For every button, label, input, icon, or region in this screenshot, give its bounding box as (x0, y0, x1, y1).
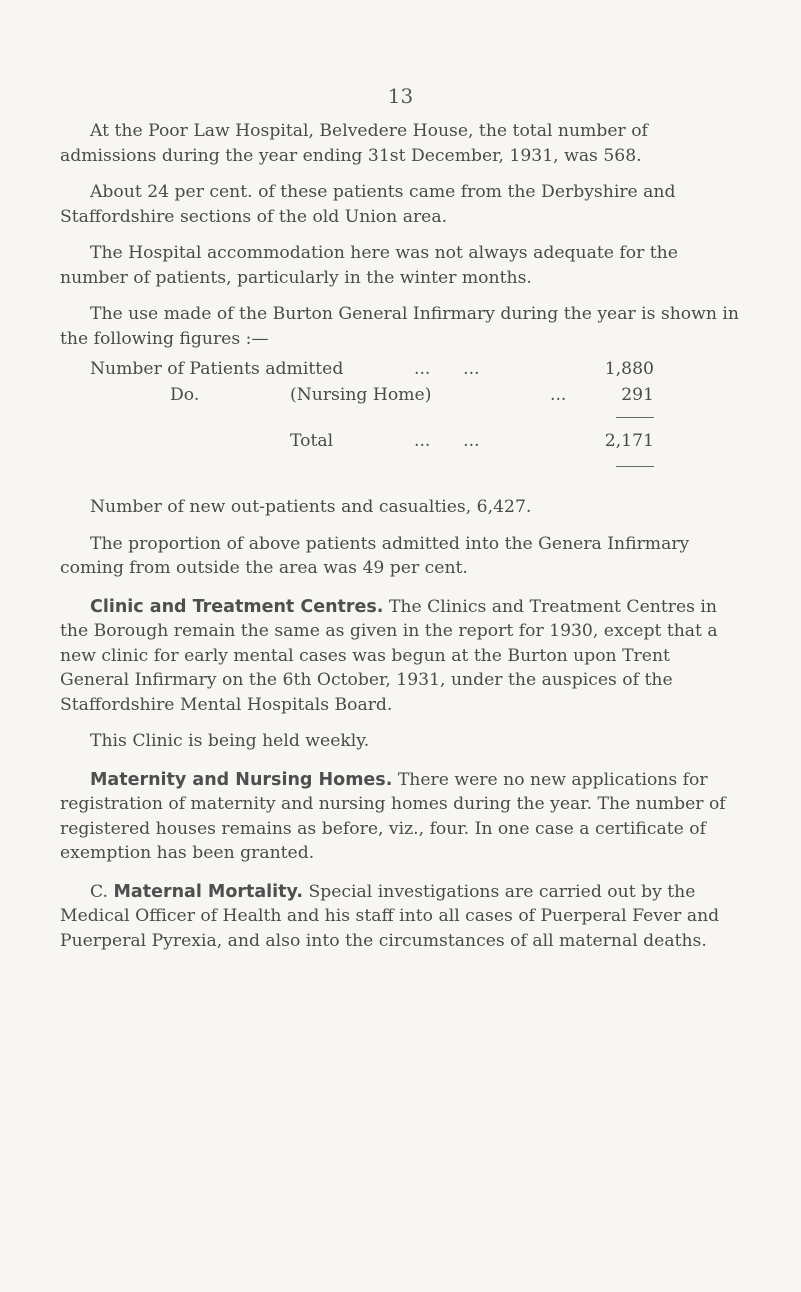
figure-row-admitted (60, 357, 740, 381)
paragraph-clinic-weekly: This Clinic is being held weekly. (90, 731, 370, 751)
figure-value-admitted: 1,880 (604, 359, 654, 379)
paragraph-proportion: The proportion of above patients admitted into the Genera Infirmary coming from outside the area was 49 per cent. (60, 533, 690, 578)
section-prefix-c: C. (90, 881, 109, 902)
figure-label-do: Do. (170, 385, 200, 405)
paragraph-admissions: At the Poor Law Hospital, Belvedere House, the total number of admissions during the year ending 31st December, 1931, was 568. (60, 121, 648, 166)
text-maternal-mortality: Special investigations are carried out by the Medical Officer of Health and his staff into all cases of Puerperal Fever and Puerperal Pyrexia, and also into the circumstances of all maternal deaths. (60, 881, 720, 951)
figure-dots-nursing-home: ... (550, 385, 567, 405)
figure-label-admitted: Number of Patients admitted (90, 359, 344, 379)
section-maternal-mortality (60, 880, 740, 954)
total-rule (616, 466, 654, 467)
figure-value-nursing-home: 291 (621, 385, 654, 405)
figure-row-nursing-home (60, 383, 740, 407)
figure-row-total (60, 429, 740, 453)
heading-clinic: Clinic and Treatment Centres. (90, 596, 384, 617)
paragraph-derbyshire: About 24 per cent. of these patients came from the Derbyshire and Staffordshire sections of the old Union area. (60, 182, 676, 227)
infirmary-figures (60, 355, 740, 517)
figure-dots-admitted: ... ... (414, 359, 480, 379)
figure-dots-total: ... ... (414, 431, 480, 451)
figure-label-nursing-home: (Nursing Home) (290, 385, 432, 405)
document-body (60, 119, 740, 967)
section-maternity (60, 768, 740, 866)
text-maternity: There were no new applications for registration of maternity and nursing homes during the year. The number of registered houses remains as before, viz., four. In one case a certificate of exemption has been granted. (60, 769, 726, 863)
figure-value-total: 2,171 (604, 431, 654, 451)
text-clinic: The Clinics and Treatment Centres in the Borough remain the same as given in the report for 1930, except that a new clinic for early mental cases was begun at the Burton upon Trent General Infirmary on the 6th October, 1931, under the auspices of the Staffordshire Mental Hospitals Board. (60, 596, 718, 715)
heading-maternity: Maternity and Nursing Homes. (90, 769, 393, 790)
section-clinic (60, 595, 740, 718)
paragraph-accommodation: The Hospital accommodation here was not always adequate for the number of patients, particularly in the winter months. (60, 243, 678, 288)
paragraph-out-patients: Number of new out-patients and casualties, 6,427. (90, 497, 532, 517)
paragraph-infirmary-use: The use made of the Burton General Infirmary during the year is shown in the following figures :— (60, 304, 739, 349)
figure-label-total: Total (290, 431, 334, 451)
heading-maternal-mortality: Maternal Mortality. (113, 881, 303, 902)
subtotal-rule (616, 417, 654, 418)
page-number: 13 (387, 84, 414, 108)
